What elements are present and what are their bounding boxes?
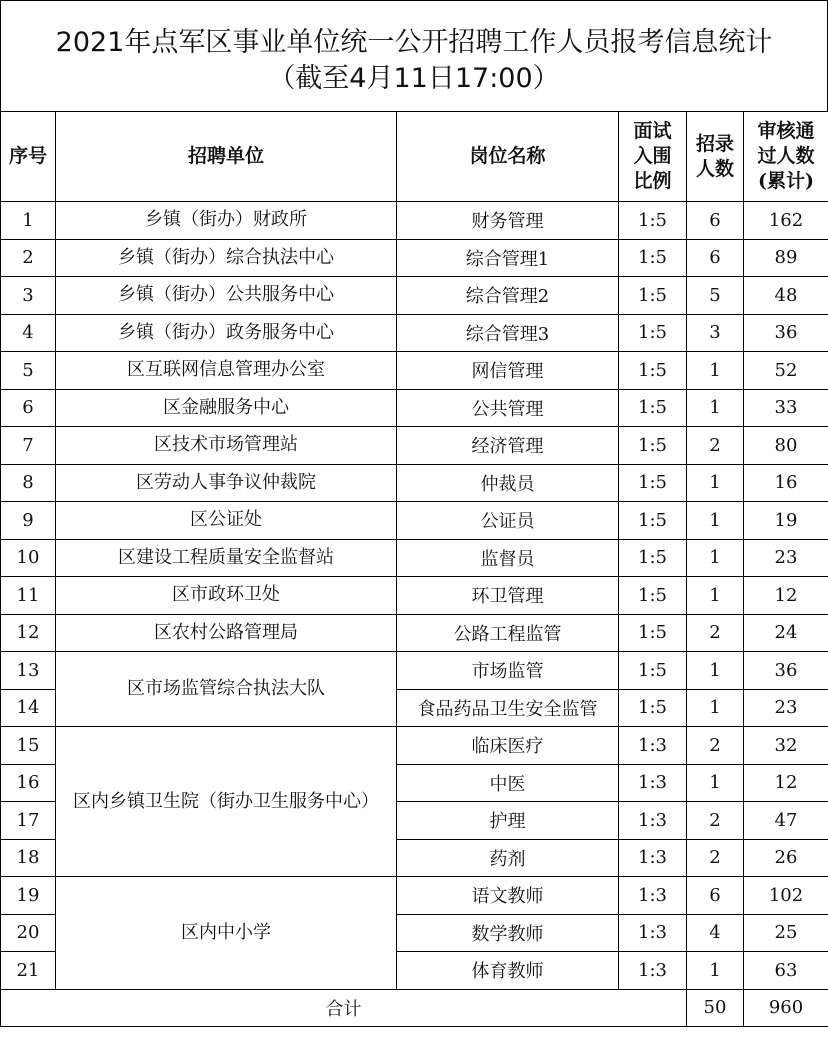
cell-ratio: 1:3 — [619, 914, 687, 952]
table-row — [1, 277, 828, 315]
recruitment-table — [0, 111, 828, 1027]
cell-ratio: 1:5 — [619, 652, 687, 690]
cell-quota: 2 — [687, 614, 744, 652]
cell-ratio: 1:5 — [619, 614, 687, 652]
cell-position: 公证员 — [397, 502, 619, 540]
cell-approved: 36 — [744, 314, 828, 352]
cell-quota: 6 — [687, 239, 744, 277]
cell-approved: 19 — [744, 502, 828, 540]
page-subtitle: （截至4月11日17:00） — [268, 63, 560, 94]
cell-unit: 区技术市场管理站 — [56, 427, 397, 465]
cell-quota: 6 — [687, 202, 744, 240]
cell-seq: 19 — [1, 877, 56, 915]
header-row — [1, 112, 828, 202]
table-row — [1, 239, 828, 277]
table-row — [1, 727, 828, 765]
cell-ratio: 1:5 — [619, 239, 687, 277]
cell-quota: 1 — [687, 689, 744, 727]
cell-ratio: 1:5 — [619, 202, 687, 240]
cell-position: 临床医疗 — [397, 727, 619, 765]
cell-seq: 15 — [1, 727, 56, 765]
cell-position: 食品药品卫生安全监管 — [397, 689, 619, 727]
header-position: 岗位名称 — [397, 112, 619, 202]
cell-position: 市场监管 — [397, 652, 619, 690]
cell-unit: 区农村公路管理局 — [56, 614, 397, 652]
cell-unit: 乡镇（街办）财政所 — [56, 202, 397, 240]
table-row — [1, 614, 828, 652]
cell-position: 中医 — [397, 764, 619, 802]
cell-position: 网信管理 — [397, 352, 619, 390]
cell-unit: 区公证处 — [56, 502, 397, 540]
cell-position: 综合管理3 — [397, 314, 619, 352]
total-label: 合计 — [1, 989, 687, 1027]
table-body — [1, 202, 828, 990]
cell-position: 仲裁员 — [397, 464, 619, 502]
cell-seq: 9 — [1, 502, 56, 540]
cell-approved: 36 — [744, 652, 828, 690]
total-approved: 960 — [744, 989, 828, 1027]
cell-seq: 14 — [1, 689, 56, 727]
cell-position: 公共管理 — [397, 389, 619, 427]
cell-unit: 区市场监管综合执法大队 — [56, 652, 397, 727]
cell-unit: 区内乡镇卫生院（街办卫生服务中心） — [56, 727, 397, 877]
cell-ratio: 1:3 — [619, 764, 687, 802]
cell-ratio: 1:3 — [619, 727, 687, 765]
cell-quota: 2 — [687, 427, 744, 465]
cell-seq: 3 — [1, 277, 56, 315]
cell-unit: 区内中小学 — [56, 877, 397, 990]
cell-seq: 1 — [1, 202, 56, 240]
cell-approved: 63 — [744, 952, 828, 990]
cell-position: 环卫管理 — [397, 577, 619, 615]
cell-ratio: 1:5 — [619, 277, 687, 315]
cell-ratio: 1:5 — [619, 464, 687, 502]
cell-unit: 区劳动人事争议仲裁院 — [56, 464, 397, 502]
cell-approved: 12 — [744, 764, 828, 802]
cell-seq: 5 — [1, 352, 56, 390]
table-row — [1, 202, 828, 240]
cell-ratio: 1:3 — [619, 952, 687, 990]
cell-unit: 区互联网信息管理办公室 — [56, 352, 397, 390]
cell-unit: 区市政环卫处 — [56, 577, 397, 615]
cell-unit: 区建设工程质量安全监督站 — [56, 539, 397, 577]
cell-position: 语文教师 — [397, 877, 619, 915]
cell-seq: 13 — [1, 652, 56, 690]
cell-approved: 48 — [744, 277, 828, 315]
cell-seq: 2 — [1, 239, 56, 277]
cell-seq: 10 — [1, 539, 56, 577]
cell-quota: 1 — [687, 502, 744, 540]
cell-ratio: 1:3 — [619, 877, 687, 915]
cell-unit: 乡镇（街办）综合执法中心 — [56, 239, 397, 277]
cell-quota: 1 — [687, 464, 744, 502]
cell-quota: 2 — [687, 802, 744, 840]
cell-quota: 2 — [687, 727, 744, 765]
cell-seq: 6 — [1, 389, 56, 427]
header-quota: 招录 人数 — [687, 112, 744, 202]
table-row — [1, 577, 828, 615]
cell-approved: 47 — [744, 802, 828, 840]
table-row — [1, 464, 828, 502]
cell-position: 综合管理2 — [397, 277, 619, 315]
table-row — [1, 877, 828, 915]
cell-approved: 89 — [744, 239, 828, 277]
cell-approved: 33 — [744, 389, 828, 427]
cell-quota: 1 — [687, 539, 744, 577]
title-box — [0, 0, 828, 112]
cell-seq: 16 — [1, 764, 56, 802]
cell-seq: 18 — [1, 839, 56, 877]
cell-seq: 20 — [1, 914, 56, 952]
cell-quota: 6 — [687, 877, 744, 915]
cell-quota: 5 — [687, 277, 744, 315]
cell-position: 公路工程监管 — [397, 614, 619, 652]
total-quota: 50 — [687, 989, 744, 1027]
cell-ratio: 1:3 — [619, 802, 687, 840]
cell-position: 监督员 — [397, 539, 619, 577]
cell-position: 体育教师 — [397, 952, 619, 990]
cell-approved: 102 — [744, 877, 828, 915]
table-row — [1, 652, 828, 690]
cell-ratio: 1:5 — [619, 389, 687, 427]
cell-seq: 21 — [1, 952, 56, 990]
cell-quota: 4 — [687, 914, 744, 952]
cell-quota: 1 — [687, 352, 744, 390]
table-row — [1, 502, 828, 540]
cell-seq: 17 — [1, 802, 56, 840]
cell-seq: 7 — [1, 427, 56, 465]
page-title: 2021年点军区事业单位统一公开招聘工作人员报考信息统计 — [55, 27, 773, 58]
cell-quota: 1 — [687, 652, 744, 690]
cell-approved: 52 — [744, 352, 828, 390]
cell-unit: 乡镇（街办）政务服务中心 — [56, 314, 397, 352]
cell-ratio: 1:5 — [619, 577, 687, 615]
table-row — [1, 539, 828, 577]
cell-position: 经济管理 — [397, 427, 619, 465]
header-seq: 序号 — [1, 112, 56, 202]
cell-ratio: 1:5 — [619, 314, 687, 352]
table-row — [1, 314, 828, 352]
cell-quota: 1 — [687, 389, 744, 427]
cell-seq: 12 — [1, 614, 56, 652]
total-row — [1, 989, 828, 1027]
cell-approved: 26 — [744, 839, 828, 877]
cell-unit: 区金融服务中心 — [56, 389, 397, 427]
cell-ratio: 1:5 — [619, 539, 687, 577]
cell-approved: 16 — [744, 464, 828, 502]
cell-seq: 11 — [1, 577, 56, 615]
cell-quota: 3 — [687, 314, 744, 352]
cell-seq: 8 — [1, 464, 56, 502]
cell-position: 财务管理 — [397, 202, 619, 240]
cell-ratio: 1:5 — [619, 427, 687, 465]
table-row — [1, 427, 828, 465]
header-unit: 招聘单位 — [56, 112, 397, 202]
cell-approved: 162 — [744, 202, 828, 240]
cell-seq: 4 — [1, 314, 56, 352]
cell-ratio: 1:3 — [619, 839, 687, 877]
cell-approved: 12 — [744, 577, 828, 615]
cell-quota: 2 — [687, 839, 744, 877]
cell-quota: 1 — [687, 764, 744, 802]
cell-approved: 23 — [744, 539, 828, 577]
cell-ratio: 1:5 — [619, 689, 687, 727]
header-ratio: 面试 入围 比例 — [619, 112, 687, 202]
cell-ratio: 1:5 — [619, 502, 687, 540]
cell-approved: 25 — [744, 914, 828, 952]
cell-quota: 1 — [687, 577, 744, 615]
cell-ratio: 1:5 — [619, 352, 687, 390]
table-row — [1, 352, 828, 390]
header-approved: 审核通 过人数 (累计) — [744, 112, 828, 202]
cell-unit: 乡镇（街办）公共服务中心 — [56, 277, 397, 315]
cell-position: 数学教师 — [397, 914, 619, 952]
cell-approved: 24 — [744, 614, 828, 652]
cell-position: 药剂 — [397, 839, 619, 877]
table-row — [1, 389, 828, 427]
cell-approved: 23 — [744, 689, 828, 727]
cell-approved: 32 — [744, 727, 828, 765]
cell-position: 综合管理1 — [397, 239, 619, 277]
cell-position: 护理 — [397, 802, 619, 840]
cell-approved: 80 — [744, 427, 828, 465]
cell-quota: 1 — [687, 952, 744, 990]
